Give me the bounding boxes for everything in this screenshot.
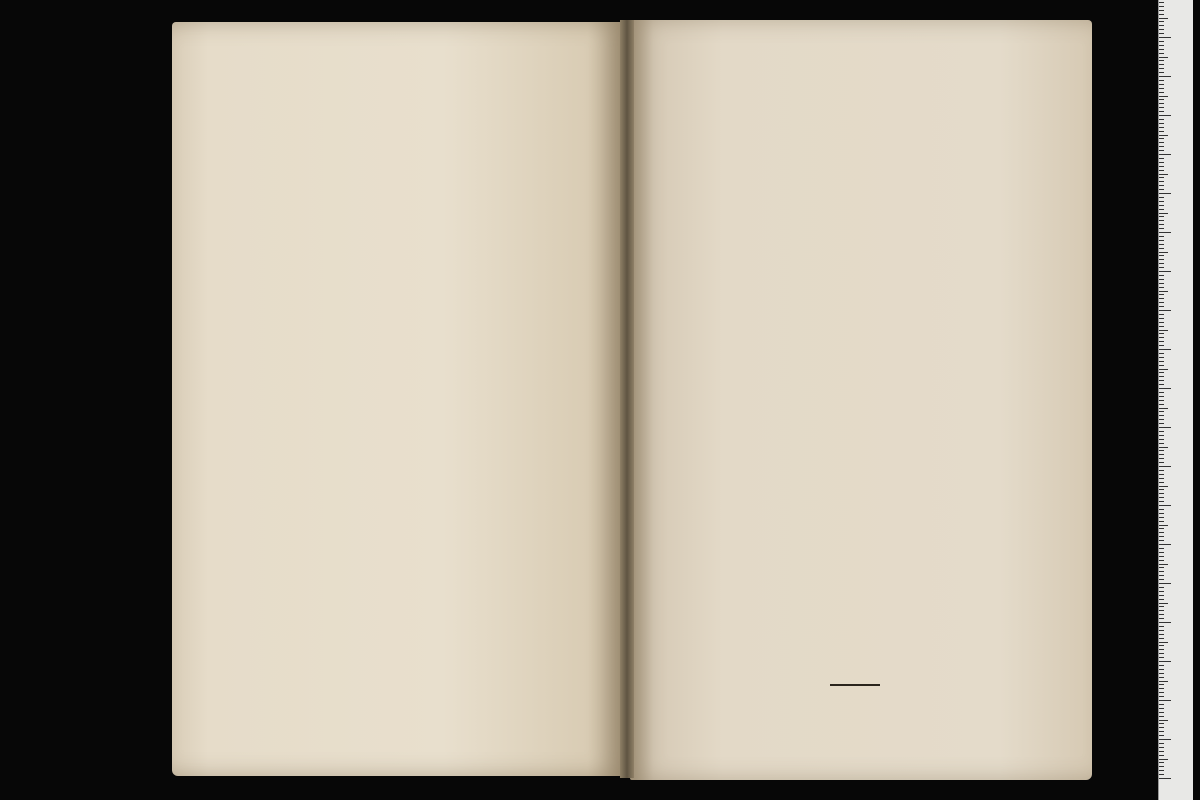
left-page [172,22,624,776]
ruler-tick [1159,626,1164,627]
ruler-tick [1159,517,1164,518]
ruler-tick [1159,322,1164,323]
ruler-tick [1159,419,1164,420]
ruler-tick [1159,96,1168,97]
ruler-tick [1159,591,1164,592]
ruler-tick [1159,310,1171,311]
ruler-tick [1159,599,1164,600]
ruler-tick [1159,466,1171,467]
ruler-tick [1159,759,1168,760]
ruler-tick [1159,486,1168,487]
ruler-tick [1159,10,1164,11]
ruler-tick [1159,536,1164,537]
ruler-tick [1159,489,1164,490]
ruler-tick [1159,634,1164,635]
ruler-tick [1159,177,1164,178]
ruler-tick [1159,587,1164,588]
ruler-tick [1159,111,1164,112]
ruler-tick [1159,115,1171,116]
ruler-tick [1159,716,1164,717]
ruler-tick [1159,123,1164,124]
ruler-tick [1159,458,1164,459]
ruler-tick [1159,454,1164,455]
ruler-tick [1159,540,1164,541]
ruler-tick [1159,564,1168,565]
ruler-tick [1159,677,1164,678]
ruler-tick [1159,408,1168,409]
ruler-tick [1159,21,1164,22]
ruler-tick [1159,447,1168,448]
ruler-tick [1159,326,1164,327]
ruler-tick [1159,92,1164,93]
ruler-tick [1159,41,1164,42]
ruler-tick [1159,505,1171,506]
ruler-tick [1159,778,1171,779]
ruler-tick [1159,692,1164,693]
ruler-tick [1159,649,1164,650]
ruler-tick [1159,220,1164,221]
ruler-tick [1159,411,1164,412]
ruler-tick [1159,271,1171,272]
ruler-tick [1159,170,1164,171]
ruler-tick [1159,18,1168,19]
ruler-tick [1159,462,1164,463]
ruler-tick [1159,747,1164,748]
ruler-tick [1159,704,1164,705]
ruler-tick [1159,470,1164,471]
ruler-tick [1159,427,1171,428]
ruler-tick [1159,45,1164,46]
ruler-tick [1159,216,1164,217]
ruler-tick [1159,185,1164,186]
ruler-tick [1159,645,1164,646]
ruler-tick [1159,770,1164,771]
ruler-tick [1159,263,1164,264]
ruler-tick [1159,700,1171,701]
ruler-tick [1159,497,1164,498]
ruler-tick [1159,575,1164,576]
ruler-tick [1159,213,1168,214]
ruler-tick [1159,361,1164,362]
ruler-tick [1159,181,1164,182]
ruler-tick [1159,372,1164,373]
ruler-tick [1159,255,1164,256]
ruler-tick [1159,135,1168,136]
ruler-tick [1159,197,1164,198]
ruler-tick [1159,532,1164,533]
ruler-tick [1159,80,1164,81]
ruler-tick [1159,287,1164,288]
ruler-tick [1159,365,1164,366]
ruler-tick [1159,622,1171,623]
book-gutter [620,20,634,778]
ruler-tick [1159,252,1168,253]
ruler-tick [1159,525,1168,526]
ruler-tick [1159,29,1164,30]
ruler-tick [1159,688,1164,689]
ruler-tick [1159,107,1164,108]
ruler-tick [1159,423,1164,424]
ruler-tick [1159,349,1171,350]
ruler-tick [1159,14,1164,15]
ruler-tick [1159,205,1164,206]
ruler-tick [1159,443,1164,444]
ruler-tick [1159,314,1164,315]
ruler-tick [1159,68,1164,69]
ruler-tick [1159,291,1168,292]
ruler-tick [1159,158,1164,159]
ruler-tick [1159,33,1164,34]
ruler-tick [1159,638,1164,639]
ruler-tick [1159,166,1164,167]
ruler-tick [1159,708,1164,709]
ruler-tick [1159,49,1164,50]
ruler-tick [1159,267,1164,268]
ruler-tick [1159,341,1164,342]
ruler-tick [1159,150,1164,151]
ruler-tick [1159,595,1164,596]
ruler-tick [1159,606,1164,607]
ruler-tick [1159,103,1164,104]
ruler-tick [1159,755,1164,756]
ruler-tick [1159,72,1164,73]
ruler-tick [1159,642,1168,643]
ruler-tick [1159,614,1164,615]
measurement-ruler [1158,0,1193,800]
ruler-tick [1159,138,1164,139]
ruler-tick [1159,248,1164,249]
ruler-tick [1159,528,1164,529]
ruler-tick [1159,548,1164,549]
ruler-tick [1159,306,1164,307]
ruler-tick [1159,653,1164,654]
ruler-tick [1159,583,1171,584]
ruler-tick [1159,493,1164,494]
ruler-tick [1159,474,1164,475]
ruler-tick [1159,318,1164,319]
ruler-tick [1159,435,1164,436]
ruler-tick [1159,669,1164,670]
ruler-tick [1159,53,1164,54]
ruler-tick [1159,673,1164,674]
ruler-tick [1159,60,1164,61]
ruler-tick [1159,127,1164,128]
ruler-tick [1159,450,1164,451]
ruler-tick [1159,384,1164,385]
ruler-tick [1159,751,1164,752]
ruler-tick [1159,739,1171,740]
ruler-tick [1159,25,1164,26]
ruler-tick [1159,380,1164,381]
ruler-tick [1159,396,1164,397]
ruler-tick [1159,131,1164,132]
ruler-tick [1159,174,1168,175]
ruler-tick [1159,665,1164,666]
ruler-tick [1159,610,1164,611]
ruler-tick [1159,603,1168,604]
ruler-tick [1159,275,1164,276]
ruler-tick [1159,774,1164,775]
ruler-tick [1159,337,1164,338]
ruler-tick [1159,762,1164,763]
ruler-tick [1159,478,1164,479]
ruler-tick [1159,279,1164,280]
ruler-tick [1159,727,1164,728]
ruler-tick [1159,298,1164,299]
ruler-tick [1159,661,1171,662]
ruler-tick [1159,552,1164,553]
ruler-tick [1159,415,1164,416]
ruler-tick [1159,681,1168,682]
ruler-tick [1159,154,1171,155]
ruler-tick [1159,353,1164,354]
ruler-tick [1159,99,1164,100]
ruler-tick [1159,696,1164,697]
ruler-tick [1159,345,1164,346]
ruler-tick [1159,294,1164,295]
ruler-tick [1159,657,1164,658]
ruler-tick [1159,571,1164,572]
ruler-tick [1159,388,1171,389]
ruler-tick [1159,544,1171,545]
ruler-tick [1159,76,1171,77]
ruler-tick [1159,439,1164,440]
ruler-tick [1159,88,1164,89]
ruler-tick [1159,244,1164,245]
ruler-tick [1159,684,1164,685]
ruler-tick [1159,579,1164,580]
ruler-tick [1159,209,1164,210]
ruler-tick [1159,501,1164,502]
ruler-tick [1159,302,1164,303]
ruler-tick [1159,560,1164,561]
ruler-tick [1159,189,1164,190]
ruler-tick [1159,193,1171,194]
ruler-tick [1159,392,1164,393]
ruler-tick [1159,357,1164,358]
ruler-tick [1159,240,1164,241]
ruler-tick [1159,556,1164,557]
ruler-tick [1159,766,1164,767]
ruler-tick [1159,376,1164,377]
ruler-tick [1159,630,1164,631]
ruler-tick [1159,57,1168,58]
ruler-tick [1159,119,1164,120]
ruler-tick [1159,142,1164,143]
ruler-tick [1159,232,1171,233]
ruler-tick [1159,720,1168,721]
ruler-tick [1159,330,1168,331]
ruler-tick [1159,162,1164,163]
ruler-tick [1159,201,1164,202]
ruler-tick [1159,2,1164,3]
ruler-tick [1159,400,1164,401]
ruler-tick [1159,369,1168,370]
ruler-tick [1159,283,1164,284]
ruler-tick [1159,743,1164,744]
ruler-tick [1159,431,1164,432]
ruler-tick [1159,521,1164,522]
end-rule [830,684,880,686]
ruler-tick [1159,404,1164,405]
ruler-tick [1159,509,1164,510]
ruler-tick [1159,513,1164,514]
ruler-tick [1159,37,1171,38]
ruler-tick [1159,567,1164,568]
ruler-tick [1159,259,1164,260]
ruler-tick [1159,64,1164,65]
ruler-tick [1159,482,1164,483]
ruler-tick [1159,6,1164,7]
ruler-tick [1159,723,1164,724]
ruler-tick [1159,333,1164,334]
ruler-tick [1159,712,1164,713]
ruler-tick [1159,146,1164,147]
ruler-tick [1159,224,1164,225]
ruler-tick [1159,228,1164,229]
right-page [630,20,1092,780]
ruler-tick [1159,735,1164,736]
ruler-tick [1159,84,1164,85]
ruler-tick [1159,731,1164,732]
ruler-tick [1159,236,1164,237]
ruler-tick [1159,618,1164,619]
